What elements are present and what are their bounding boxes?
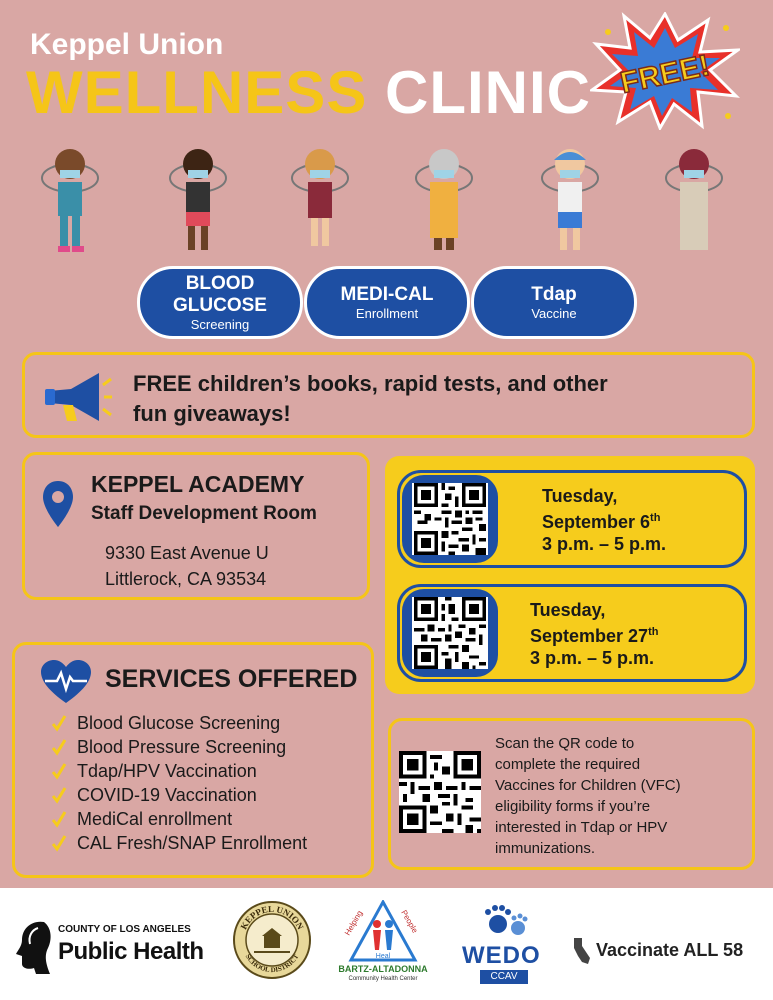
location-name: KEPPEL ACADEMY <box>91 471 305 497</box>
sponsor-footer <box>0 888 773 1000</box>
qr-code-icon[interactable] <box>399 751 481 833</box>
bartz-sub: Community Health Center <box>348 976 418 982</box>
service-item <box>51 783 307 807</box>
pill-medi-cal <box>304 266 470 339</box>
bartz-helping: Helping <box>342 908 365 937</box>
date-card <box>397 470 747 568</box>
handprints-icon <box>458 902 554 942</box>
service-item <box>51 711 307 735</box>
date-date: September 6 <box>542 512 651 532</box>
check-icon <box>51 833 67 853</box>
date-suffix: th <box>648 626 659 638</box>
location-room: Staff Development Room <box>91 503 317 524</box>
check-icon <box>51 737 67 757</box>
ph-name: Public Health <box>58 938 204 965</box>
address-line: 9330 East Avenue U <box>105 543 269 563</box>
org-name: Keppel Union <box>30 28 224 61</box>
page-title <box>26 58 591 127</box>
pill-label: BLOOD <box>185 272 255 294</box>
giveaway-text <box>133 369 608 429</box>
heart-pulse-icon <box>39 659 93 705</box>
bartz-altadonna-logo <box>335 900 431 992</box>
california-icon <box>572 938 592 964</box>
service-item <box>51 807 307 831</box>
date-time: 3 p.m. – 5 p.m. <box>542 534 667 554</box>
child-5 <box>542 149 598 250</box>
giveaway-line: fun giveaways! <box>133 401 291 426</box>
date-day: Tuesday, <box>530 600 606 620</box>
bartz-name: BARTZ-ALTADONNA <box>338 964 428 974</box>
date-info <box>542 485 666 555</box>
giveaway-line: FREE children’s books, rapid tests, and other <box>133 371 608 396</box>
service-label: COVID-19 Vaccination <box>77 785 257 805</box>
giveaway-box <box>22 352 755 438</box>
title-wellness: WELLNESS <box>26 59 368 126</box>
bartz-people: People <box>399 908 420 935</box>
child-2 <box>170 149 226 250</box>
badge-text: FREE! <box>617 48 713 100</box>
service-label: MediCal enrollment <box>77 809 233 829</box>
service-item <box>51 735 307 759</box>
helping-people-heal-icon <box>335 900 431 964</box>
child-6 <box>666 149 722 250</box>
qr-code-icon[interactable] <box>412 483 488 555</box>
public-health-logo <box>14 918 210 974</box>
child-4 <box>416 149 472 250</box>
megaphone-icon <box>41 367 113 427</box>
pill-sublabel: Screening <box>190 316 250 332</box>
pill-label: Tdap <box>531 283 577 305</box>
vfc-line: eligibility forms if you’re <box>495 798 651 815</box>
pill-label: MEDI-CAL <box>340 283 434 305</box>
pill-tdap <box>471 266 637 339</box>
vaccinate-text: Vaccinate ALL 58 <box>596 940 744 960</box>
date-date-line <box>530 621 658 647</box>
vfc-box <box>388 718 755 870</box>
wedo-name: WEDO <box>462 942 541 969</box>
date-suffix: th <box>650 512 661 524</box>
services-box <box>12 642 374 878</box>
ph-county: COUNTY OF LOS ANGELES <box>58 924 191 935</box>
service-item <box>51 759 307 783</box>
service-label: Blood Pressure Screening <box>77 737 287 757</box>
wedo-sub: CCAV <box>480 970 528 984</box>
check-icon <box>51 761 67 781</box>
child-3 <box>292 149 348 246</box>
qr-frame <box>402 589 498 677</box>
pill-blood-glucose <box>137 266 303 339</box>
pill-sublabel: Vaccine <box>531 305 577 321</box>
service-label: Blood Glucose Screening <box>77 713 281 733</box>
wedo-logo <box>458 902 554 988</box>
vfc-line: immunizations. <box>495 840 596 857</box>
pill-label: GLUCOSE <box>173 294 267 316</box>
pill-sublabel: Enrollment <box>355 305 419 321</box>
services-list <box>51 711 307 855</box>
check-icon <box>51 809 67 829</box>
address-line: Littlerock, CA 93534 <box>105 569 267 589</box>
free-badge <box>590 12 740 130</box>
bartz-heal: Heal <box>375 953 391 960</box>
date-time: 3 p.m. – 5 p.m. <box>530 648 655 668</box>
vfc-line: interested in Tdap or HPV <box>495 819 668 836</box>
dates-panel <box>385 456 755 694</box>
date-info <box>530 599 658 669</box>
title-clinic: CLINIC <box>385 59 591 126</box>
services-title: SERVICES OFFERED <box>105 665 358 693</box>
school-district-seal <box>232 900 312 980</box>
service-item <box>51 831 307 855</box>
service-label: CAL Fresh/SNAP Enrollment <box>77 833 308 853</box>
date-date: September 27 <box>530 626 649 646</box>
profile-silhouette-icon <box>14 918 54 974</box>
children-illustration <box>30 148 750 258</box>
location-box <box>22 452 370 600</box>
service-label: Tdap/HPV Vaccination <box>77 761 257 781</box>
child-1 <box>42 149 98 252</box>
vaccinate-all-58-logo <box>572 936 762 964</box>
vfc-line: Scan the QR code to <box>495 735 635 752</box>
check-icon <box>51 713 67 733</box>
vfc-line: complete the required <box>495 756 641 773</box>
date-card <box>397 584 747 682</box>
seal-top-text: KEPPEL UNION <box>238 903 306 932</box>
check-icon <box>51 785 67 805</box>
seal-bottom-text: SCHOOL DISTRICT <box>243 952 301 975</box>
vfc-text <box>495 733 751 859</box>
date-date-line <box>542 507 666 533</box>
vfc-line: Vaccines for Children (VFC) <box>495 777 681 794</box>
date-day: Tuesday, <box>542 486 618 506</box>
qr-code-icon[interactable] <box>412 597 488 669</box>
location-pin-icon <box>41 479 75 529</box>
qr-frame <box>402 475 498 563</box>
